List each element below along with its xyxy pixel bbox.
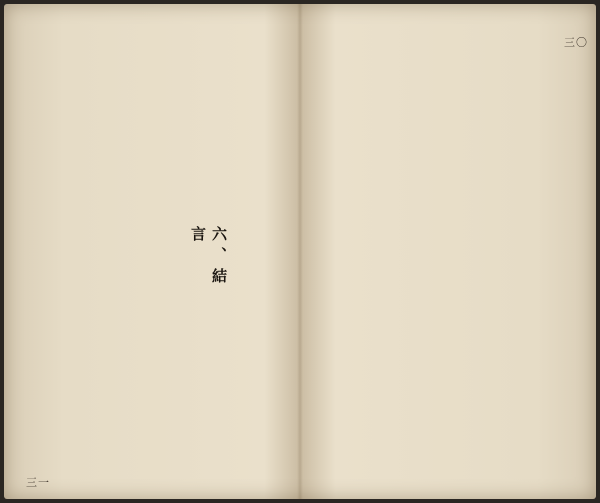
book-spread [4,4,596,499]
right-page [302,4,596,499]
section-heading: 六、結 言 [189,226,228,310]
right-page-number: 三〇 [564,36,588,49]
left-page-bottom-text [62,236,208,466]
right-page-text [324,54,574,474]
left-page-top-text [62,54,262,224]
left-page [4,4,298,499]
left-page-number: 三一 [26,476,50,489]
